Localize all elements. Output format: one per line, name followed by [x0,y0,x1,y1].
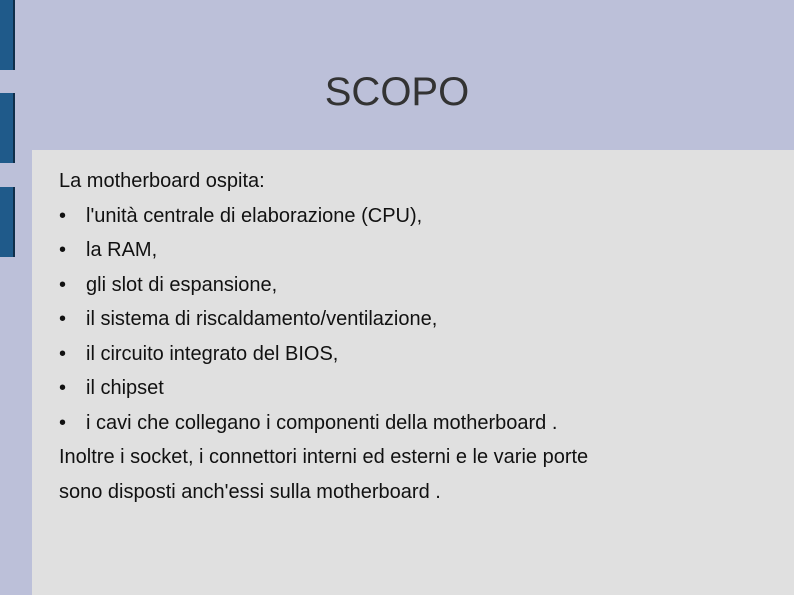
list-item [59,233,779,268]
slide-title: SCOPO [324,70,470,114]
closing-line: Inoltre i socket, i connettori interni ed esterni e le varie porte [59,446,589,468]
list-item [59,268,779,303]
list-item-text: il sistema di riscaldamento/ventilazione, [86,308,438,330]
list-item-text: gli slot di espansione, [86,273,278,296]
bullet-icon: • [59,204,67,227]
closing-line: sono disposti anch'essi sulla motherboard . [59,480,441,503]
list-item [59,371,779,406]
list-item [59,406,779,441]
list-item [59,199,779,234]
list-item-text: l'unità centrale di elaborazione (CPU), [86,204,423,227]
bullet-icon: • [59,342,67,365]
bullet-icon: • [59,377,67,399]
slide-body [59,164,779,509]
bullet-icon: • [59,273,67,296]
list-item [59,337,779,372]
left-accent-bar [0,187,15,257]
bullet-icon: • [59,239,67,261]
left-accent-bar [0,0,15,70]
list-item [59,302,779,337]
list-item-text: il chipset [86,377,164,399]
list-item-text: la RAM, [86,239,158,261]
bullet-icon: • [59,308,67,330]
list-item-text: il circuito integrato del BIOS, [86,342,339,365]
intro-line: La motherboard ospita: [59,170,265,192]
bullet-icon: • [59,411,67,434]
list-item-text: i cavi che collegano i componenti della motherboard . [86,411,558,434]
